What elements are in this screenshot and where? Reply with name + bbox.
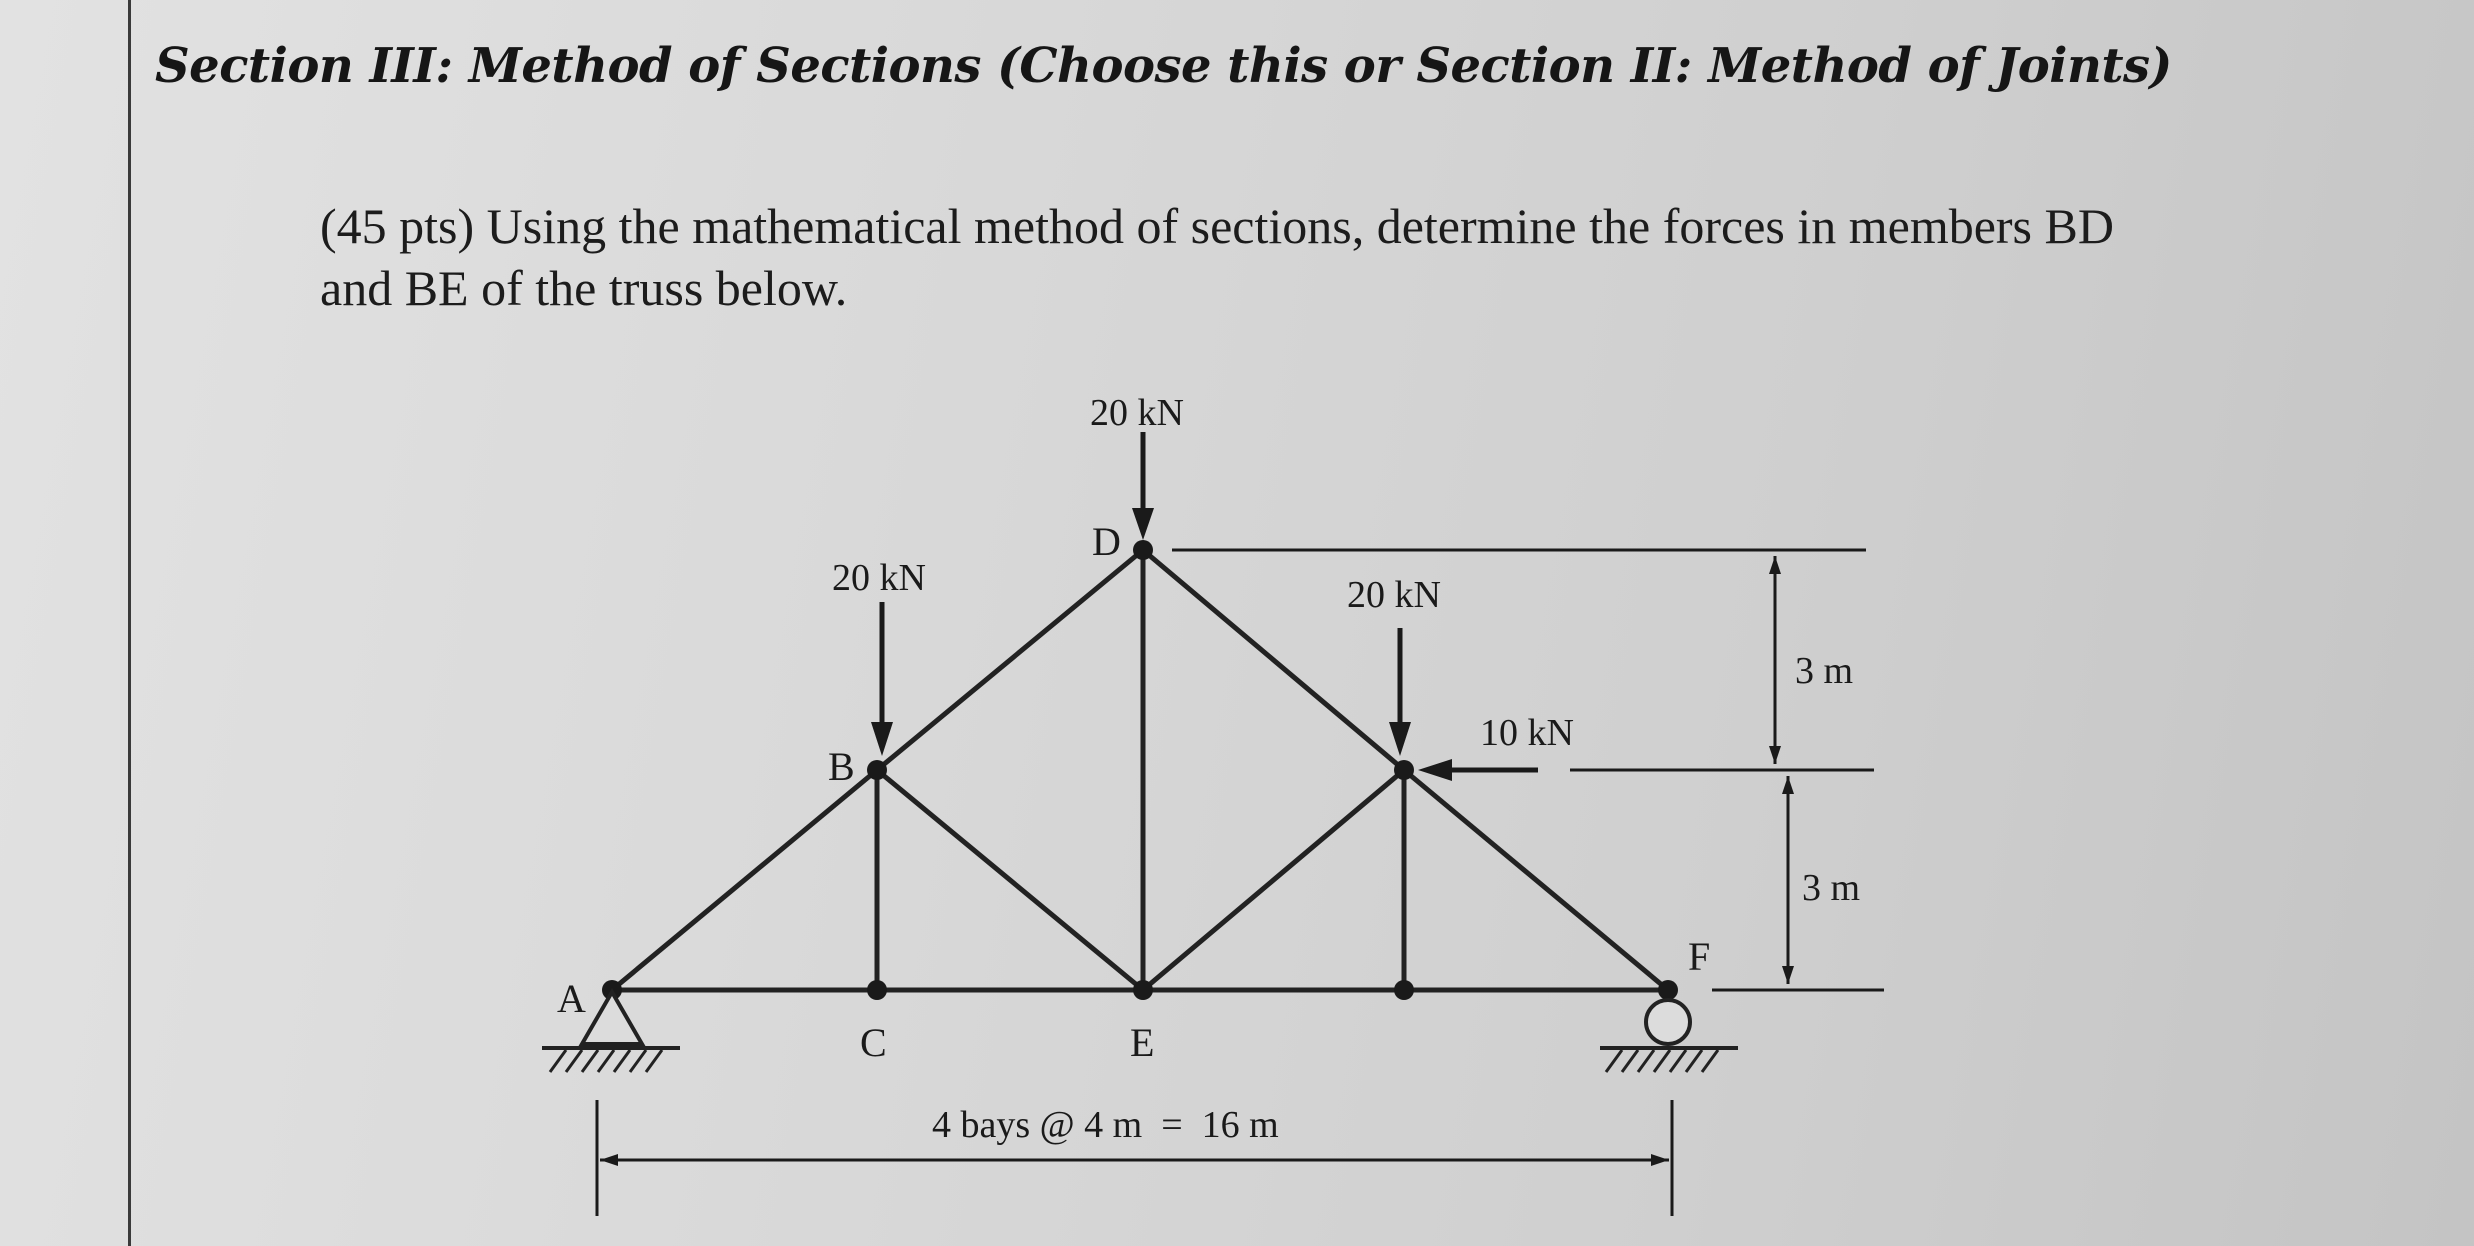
joint-B bbox=[867, 760, 887, 780]
label-A: A bbox=[557, 976, 586, 1021]
joint-G bbox=[1394, 760, 1414, 780]
member-EG bbox=[1143, 770, 1404, 990]
label-D: D bbox=[1092, 519, 1121, 564]
load-labels bbox=[832, 392, 1574, 754]
label-B: B bbox=[828, 744, 855, 789]
load-arrow-B-head bbox=[871, 722, 893, 756]
problem-statement: (45 pts) Using the mathematical method of sections, determine the forces in members BD and BE of the truss below. bbox=[320, 198, 2114, 316]
member-AB bbox=[612, 770, 877, 990]
joint-D bbox=[1133, 540, 1153, 560]
load-arrow-horizontal-head bbox=[1418, 759, 1452, 781]
label-E: E bbox=[1130, 1020, 1155, 1065]
dim-label-upper: 3 m bbox=[1795, 650, 1854, 692]
member-BE bbox=[877, 770, 1143, 990]
dim-label-lower: 3 m bbox=[1802, 867, 1861, 909]
joint-C bbox=[867, 980, 887, 1000]
section-heading: Section III: Method of Sections (Choose this or Section II: Method of Joints) bbox=[155, 38, 2172, 94]
load-arrow-D-head bbox=[1132, 508, 1154, 540]
label-F: F bbox=[1688, 934, 1711, 979]
roller-support bbox=[1600, 1000, 1738, 1072]
joint-H bbox=[1394, 980, 1414, 1000]
load-label-B: 20 kN bbox=[832, 557, 926, 599]
load-label-horizontal: 10 kN bbox=[1480, 712, 1574, 754]
load-label-G: 20 kN bbox=[1347, 574, 1441, 616]
joint-F bbox=[1658, 980, 1678, 1000]
label-C: C bbox=[860, 1020, 887, 1065]
load-label-D: 20 kN bbox=[1090, 392, 1184, 434]
joint-E bbox=[1133, 980, 1153, 1000]
member-GF bbox=[1404, 770, 1668, 990]
dim-label-span: 4 bays @ 4 m = 16 m bbox=[932, 1104, 1279, 1146]
load-arrow-G-head bbox=[1389, 722, 1411, 756]
